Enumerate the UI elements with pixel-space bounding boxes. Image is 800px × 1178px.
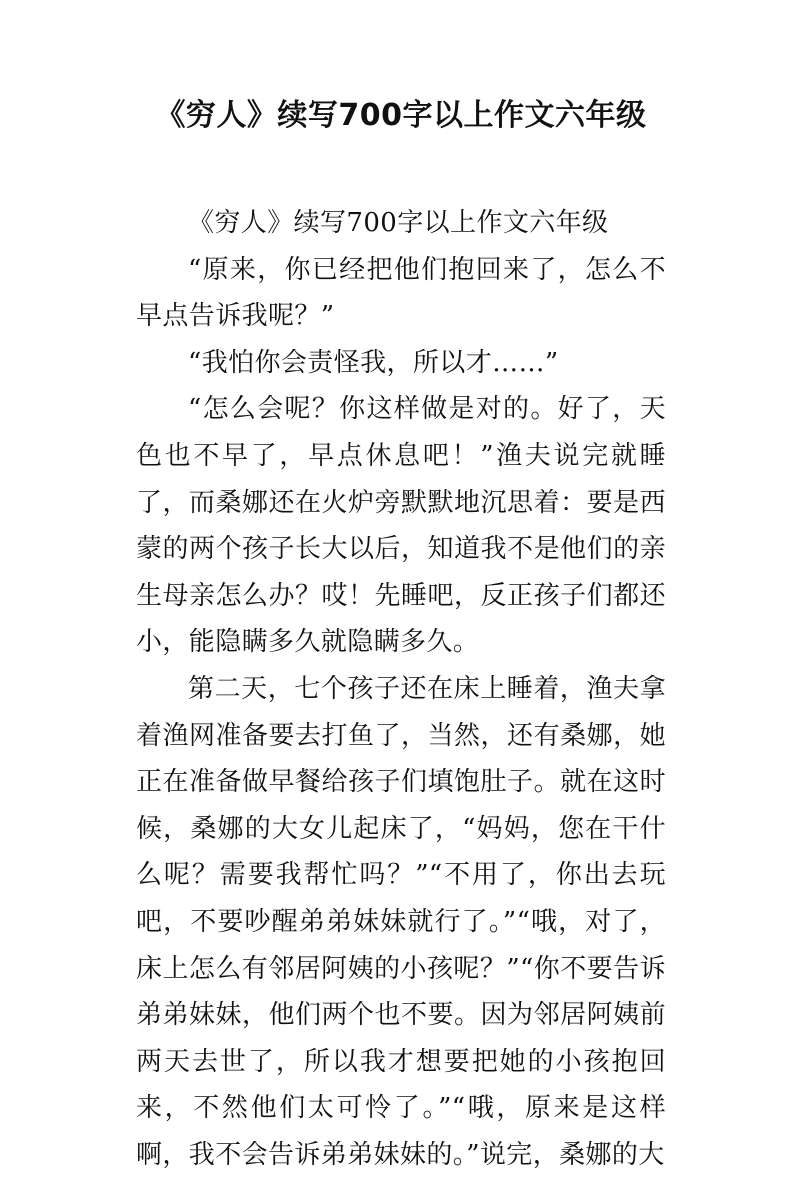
paragraph-subtitle: 《穷人》续写700字以上作文六年级 (188, 208, 609, 238)
paragraph: 第二天，七个孩子还在床上睡着，渔夫拿着渔网准备要去打鱼了，当然，还有桑娜，她正在准备做早餐给孩子们填饱肚子。就在这时候，桑娜的大女儿起床了，“妈妈，您在干什么呢？需要我帮忙吗？”“不用了，你出去玩吧，不要吵醒弟弟妹妹就行了。”“哦，对了，床上怎么有邻居阿姨的小孩呢？”“你不要告诉弟弟妹妹，他们两个也不要。因为邻居阿姨前两天去世了，所以我才想要把她的小孩抱回来，不然他们太可怜了。”“哦，原来是这样啊，我不会告诉弟弟妹妹的。”说完，桑娜的大 (136, 673, 666, 1170)
paragraph: “怎么会呢？你这样做是对的。好了，天色也不早了，早点休息吧！”渔夫说完就睡了，而桑娜还在火炉旁默默地沉思着：要是西蒙的两个孩子长大以后，知道我不是他们的亲生母亲怎么办？哎！先睡吧，反正孩子们都还小，能隐瞒多久就隐瞒多久。 (136, 394, 666, 658)
paragraph: “原来，你已经把他们抱回来了，怎么不早点告诉我呢？” (136, 254, 666, 332)
document-title: 《穷人》续写700字以上作文六年级 (155, 98, 647, 133)
document-body (136, 200, 666, 1178)
paragraph: “我怕你会责怪我，所以才……” (188, 347, 559, 378)
